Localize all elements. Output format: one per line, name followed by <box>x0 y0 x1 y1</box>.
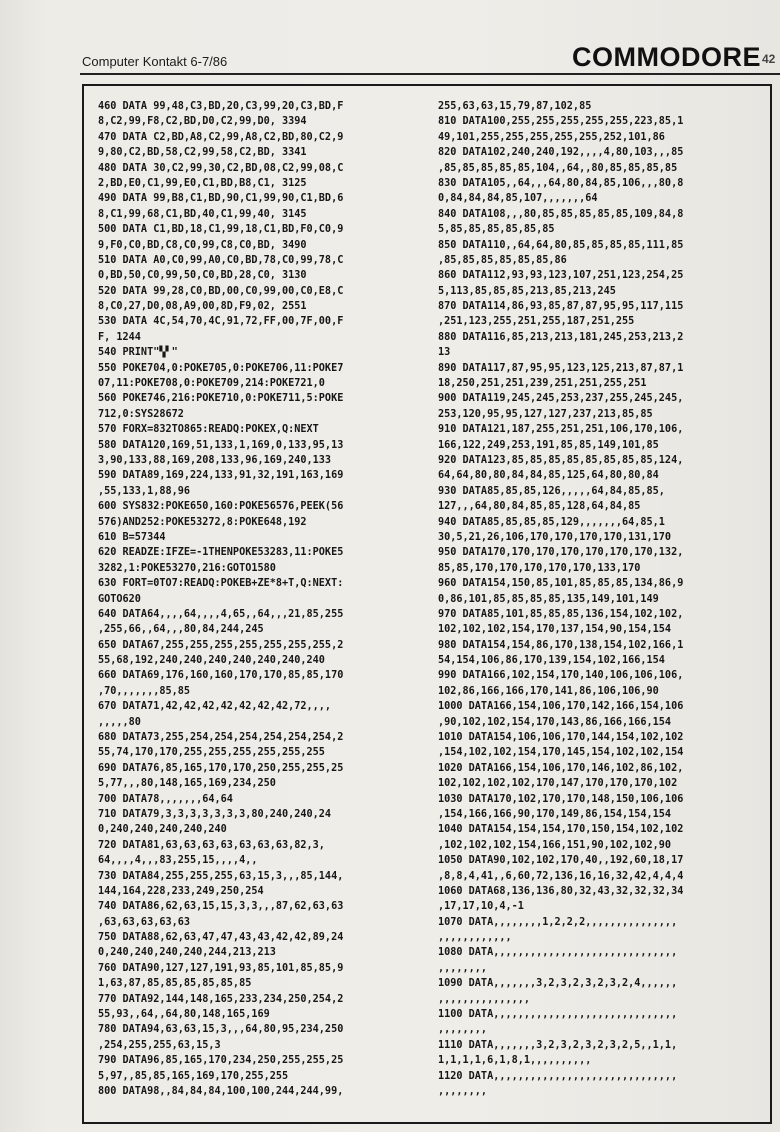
listing-line: 255,63,63,15,79,87,102,85 <box>438 101 592 112</box>
listing-line: 860 DATA112,93,93,123,107,251,123,254,25 <box>438 270 684 282</box>
listing-line: 460 DATA 99,48,C3,BD,20,C3,99,20,C3,BD,F <box>98 101 344 112</box>
listing-line: ,90,102,102,154,170,143,86,166,166,154 <box>438 716 672 728</box>
listing-line: ,,,,,,,, <box>438 1086 488 1097</box>
listing-line: 850 DATA110,,64,64,80,85,85,85,85,111,85 <box>438 239 684 251</box>
listing-line: 630 FORT=0TO7:READQ:POKEB+ZE*8+T,Q:NEXT: <box>98 578 344 590</box>
listing-line: 1040 DATA154,154,154,170,150,154,102,102 <box>438 824 684 836</box>
listing-line: 700 DATA78,,,,,,,64,64 <box>98 793 233 805</box>
header-rule <box>80 73 780 75</box>
listing-line: 770 DATA92,144,148,165,233,234,250,254,2 <box>98 993 344 1005</box>
listing-line: 3,90,133,88,169,208,133,96,169,240,133 <box>98 454 332 466</box>
listing-line: 660 DATA69,176,160,160,170,170,85,85,170 <box>98 670 344 682</box>
listing-line: 5,113,85,85,85,213,85,213,245 <box>438 285 616 297</box>
listing-line: ,,,,,,,, <box>438 1024 488 1036</box>
listing-line: 1090 DATA,,,,,,,3,2,3,2,3,2,3,2,4,,,,,, <box>438 978 678 990</box>
listing-line: 940 DATA85,85,85,85,129,,,,,,,64,85,1 <box>438 516 665 528</box>
listing-line: 720 DATA81,63,63,63,63,63,63,63,82,3, <box>98 839 325 851</box>
listing-line: 590 DATA89,169,224,133,91,32,191,163,169 <box>98 470 344 482</box>
listing-line: 166,122,249,253,191,85,85,149,101,85 <box>438 439 659 451</box>
listing-line: 970 DATA85,101,85,85,85,136,154,102,102, <box>438 608 684 620</box>
listing-line: ,,,,,80 <box>98 716 141 728</box>
listing-line: 620 READZE:IFZE=-1THENPOKE53283,11:POKE5 <box>98 547 344 559</box>
listing-line: 85,85,170,170,170,170,170,133,170 <box>438 562 641 574</box>
listing-line: 540 PRINT"▚▘" <box>98 347 178 359</box>
listing-line: 710 DATA79,3,3,3,3,3,3,3,80,240,240,24 <box>98 808 332 820</box>
listing-line: 550 POKE704,0:POKE705,0:POKE706,11:POKE7 <box>98 362 344 374</box>
listing-line: 570 FORX=832TO865:READQ:POKEX,Q:NEXT <box>98 424 319 436</box>
listing-line: 810 DATA100,255,255,255,255,255,223,85,1 <box>438 116 684 128</box>
listing-line: 0,86,101,85,85,85,85,135,149,101,149 <box>438 593 659 605</box>
listing-line: 5,85,85,85,85,85,85 <box>438 224 555 236</box>
listing-line: 900 DATA119,245,245,253,237,255,245,245, <box>438 393 684 405</box>
listing-line: 13 <box>438 347 451 359</box>
listing-line: 1050 DATA90,102,102,170,40,,192,60,18,17 <box>438 855 684 867</box>
listing-line: 127,,,64,80,84,85,85,128,64,84,85 <box>438 501 641 513</box>
listing-line: 950 DATA170,170,170,170,170,170,170,132, <box>438 547 684 559</box>
listing-line: ,85,85,85,85,85,85,86 <box>438 254 567 266</box>
listing-line: 8,C0,27,D0,08,A9,00,8D,F9,02, 2551 <box>98 301 307 313</box>
listing-line: 9,F0,C0,BD,C8,C0,99,C8,C0,BD, 3490 <box>98 239 307 251</box>
listing-line: 1,63,87,85,85,85,85,85,85 <box>98 978 252 990</box>
magazine-issue: Computer Kontakt 6-7/86 <box>82 54 228 69</box>
listing-line: 890 DATA117,87,95,95,123,125,213,87,87,1 <box>438 362 684 374</box>
listing-line: 253,120,95,95,127,127,237,213,85,85 <box>438 408 653 420</box>
listing-line: 990 DATA166,102,154,170,140,106,106,106, <box>438 670 684 682</box>
listing-line: 49,101,255,255,255,255,255,252,101,86 <box>438 131 665 143</box>
listing-line: 0,240,240,240,240,244,213,213 <box>98 947 276 959</box>
listing-line: 102,102,102,154,170,137,154,90,154,154 <box>438 624 672 636</box>
listing-line: 2,BD,E0,C1,99,E0,C1,BD,B8,C1, 3125 <box>98 177 307 189</box>
listing-line: 3282,1:POKE53270,216:GOTO1580 <box>98 562 276 574</box>
listing-line: 55,68,192,240,240,240,240,240,240,240 <box>98 655 325 667</box>
listing-line: 18,250,251,251,239,251,251,255,251 <box>438 378 647 390</box>
page-number: 42 <box>762 52 776 66</box>
listing-line: 920 DATA123,85,85,85,85,85,85,85,85,124, <box>438 454 684 466</box>
listing-line: 54,154,106,86,170,139,154,102,166,154 <box>438 655 665 667</box>
listing-line: 102,86,166,166,170,141,86,106,106,90 <box>438 685 659 697</box>
listing-line: 8,C2,99,F8,C2,BD,D0,C2,99,D0, 3394 <box>98 116 307 128</box>
listing-line: 740 DATA86,62,63,15,15,3,3,,,87,62,63,63 <box>98 901 344 913</box>
listing-line: 470 DATA C2,BD,A8,C2,99,A8,C2,BD,80,C2,9 <box>98 131 344 143</box>
listing-line: 820 DATA102,240,240,192,,,,4,80,103,,,85 <box>438 147 684 159</box>
listing-right-column <box>438 99 768 1099</box>
listing-line: ,55,133,1,88,96 <box>98 485 191 497</box>
listing-line: 102,102,102,102,170,147,170,170,170,102 <box>438 778 678 790</box>
listing-line: 760 DATA90,127,127,191,93,85,101,85,85,9 <box>98 962 344 974</box>
listing-line: 712,0:SYS28672 <box>98 408 184 420</box>
listing-line: ,85,85,85,85,85,104,,64,,80,85,85,85,85 <box>438 162 678 174</box>
listing-line: 600 SYS832:POKE650,160:POKE56576,PEEK(56 <box>98 501 344 513</box>
listing-line: 1080 DATA,,,,,,,,,,,,,,,,,,,,,,,,,,,,,, <box>438 947 678 959</box>
listing-line: 880 DATA116,85,213,213,181,245,253,213,2 <box>438 331 684 343</box>
listing-line: 910 DATA121,187,255,251,251,106,170,106, <box>438 424 684 436</box>
listing-line: 780 DATA94,63,63,15,3,,,64,80,95,234,250 <box>98 1024 344 1036</box>
listing-line: 960 DATA154,150,85,101,85,85,85,134,86,9 <box>438 578 684 590</box>
listing-line: 680 DATA73,255,254,254,254,254,254,254,2 <box>98 732 344 744</box>
program-listing-box <box>82 84 772 1124</box>
listing-line: ,251,123,255,251,255,187,251,255 <box>438 316 635 328</box>
listing-line: 1,1,1,1,6,1,8,1,,,,,,,,,, <box>438 1055 592 1067</box>
listing-line: ,,,,,,,,,,,, <box>438 932 512 944</box>
listing-line: 560 POKE746,216:POKE710,0:POKE711,5:POKE <box>98 393 344 405</box>
listing-line: 1020 DATA166,154,106,170,146,102,86,102, <box>438 762 684 774</box>
listing-line: ,70,,,,,,,85,85 <box>98 685 191 697</box>
listing-line: 640 DATA64,,,,64,,,,4,65,,64,,,21,85,255 <box>98 608 344 620</box>
listing-line: 64,64,80,80,84,84,85,125,64,80,80,84 <box>438 470 659 482</box>
listing-line: 930 DATA85,85,85,126,,,,,64,84,85,85, <box>438 485 665 497</box>
listing-line: F, 1244 <box>98 331 141 343</box>
listing-line: 55,74,170,170,255,255,255,255,255,255 <box>98 747 325 759</box>
listing-line: 1000 DATA166,154,106,170,142,166,154,106 <box>438 701 684 713</box>
listing-line: 1110 DATA,,,,,,,3,2,3,2,3,2,3,2,5,,1,1, <box>438 1039 678 1051</box>
listing-line: ,102,102,102,154,166,151,90,102,102,90 <box>438 839 672 851</box>
listing-line: 610 B=57344 <box>98 531 166 543</box>
listing-line: 500 DATA C1,BD,18,C1,99,18,C1,BD,F0,C0,9 <box>98 224 344 236</box>
listing-left-column <box>98 99 426 1099</box>
listing-line: 480 DATA 30,C2,99,30,C2,BD,08,C2,99,08,C <box>98 162 344 174</box>
listing-line: 490 DATA 99,B8,C1,BD,90,C1,99,90,C1,BD,6 <box>98 193 344 205</box>
listing-line: 650 DATA67,255,255,255,255,255,255,255,2 <box>98 639 344 651</box>
listing-line: 750 DATA88,62,63,47,47,43,43,42,42,89,24 <box>98 932 344 944</box>
listing-line: 670 DATA71,42,42,42,42,42,42,42,72,,,, <box>98 701 332 713</box>
listing-line: 1060 DATA68,136,136,80,32,43,32,32,32,34 <box>438 885 684 897</box>
listing-line: 576)AND252:POKE53272,8:POKE648,192 <box>98 516 307 528</box>
listing-line: ,63,63,63,63,63 <box>98 916 191 928</box>
listing-line: 1070 DATA,,,,,,,,1,2,2,2,,,,,,,,,,,,,,, <box>438 916 678 928</box>
listing-line: 1010 DATA154,106,106,170,144,154,102,102 <box>438 732 684 744</box>
listing-line: ,255,66,,64,,,80,84,244,245 <box>98 624 264 636</box>
listing-line: 8,C1,99,68,C1,BD,40,C1,99,40, 3145 <box>98 208 307 220</box>
page-header <box>80 38 780 74</box>
listing-line: 1120 DATA,,,,,,,,,,,,,,,,,,,,,,,,,,,,,, <box>438 1070 678 1082</box>
listing-line: 580 DATA120,169,51,133,1,169,0,133,95,13 <box>98 439 344 451</box>
listing-line: 730 DATA84,255,255,255,63,15,3,,,85,144, <box>98 870 344 882</box>
listing-line: ,154,166,166,90,170,149,86,154,154,154 <box>438 808 672 820</box>
listing-line: 5,77,,,80,148,165,169,234,250 <box>98 778 276 790</box>
listing-line: 690 DATA76,85,165,170,170,250,255,255,25 <box>98 762 344 774</box>
listing-line: 1030 DATA170,102,170,170,148,150,106,106 <box>438 793 684 805</box>
listing-line: GOTO620 <box>98 593 141 605</box>
listing-line: 530 DATA 4C,54,70,4C,91,72,FF,00,7F,00,F <box>98 316 344 328</box>
listing-line: 830 DATA105,,64,,,64,80,84,85,106,,,80,8 <box>438 177 684 189</box>
listing-line: 870 DATA114,86,93,85,87,87,95,95,117,115 <box>438 301 684 313</box>
listing-line: 64,,,,4,,,83,255,15,,,,4,, <box>98 855 258 867</box>
section-title: COMMODORE <box>572 42 761 72</box>
listing-line: 0,BD,50,C0,99,50,C0,BD,28,C0, 3130 <box>98 270 307 282</box>
listing-line: 510 DATA A0,C0,99,A0,C0,BD,78,C0,99,78,C <box>98 254 344 266</box>
listing-line: 840 DATA108,,,80,85,85,85,85,85,109,84,8 <box>438 208 684 220</box>
listing-line: 144,164,228,233,249,250,254 <box>98 885 264 897</box>
listing-line: 0,84,84,84,85,107,,,,,,,64 <box>438 193 598 205</box>
listing-line: 980 DATA154,154,86,170,138,154,102,166,1 <box>438 639 684 651</box>
listing-line: 9,80,C2,BD,58,C2,99,58,C2,BD, 3341 <box>98 147 307 159</box>
listing-line: 800 DATA98,,84,84,84,100,100,244,244,99, <box>98 1086 344 1097</box>
listing-line: ,,,,,,,, <box>438 962 488 974</box>
listing-line: ,154,102,102,154,170,145,154,102,102,154 <box>438 747 684 759</box>
listing-line: ,254,255,255,63,15,3 <box>98 1039 221 1051</box>
listing-line: 1100 DATA,,,,,,,,,,,,,,,,,,,,,,,,,,,,,, <box>438 1009 678 1021</box>
listing-line: 520 DATA 99,28,C0,BD,00,C0,99,00,C0,E8,C <box>98 285 344 297</box>
listing-line: 790 DATA96,85,165,170,234,250,255,255,25 <box>98 1055 344 1067</box>
listing-line: 0,240,240,240,240,240 <box>98 824 227 836</box>
listing-line: ,,,,,,,,,,,,,,, <box>438 993 531 1005</box>
listing-line: 55,93,,64,,64,80,148,165,169 <box>98 1009 270 1021</box>
listing-line: ,17,17,10,4,-1 <box>438 901 524 913</box>
listing-line: 07,11:POKE708,0:POKE709,214:POKE721,0 <box>98 378 325 390</box>
listing-line: ,8,8,4,41,,6,60,72,136,16,16,32,42,4,4,4 <box>438 870 684 882</box>
listing-line: 5,97,,85,85,165,169,170,255,255 <box>98 1070 289 1082</box>
listing-line: 30,5,21,26,106,170,170,170,170,131,170 <box>438 531 672 543</box>
